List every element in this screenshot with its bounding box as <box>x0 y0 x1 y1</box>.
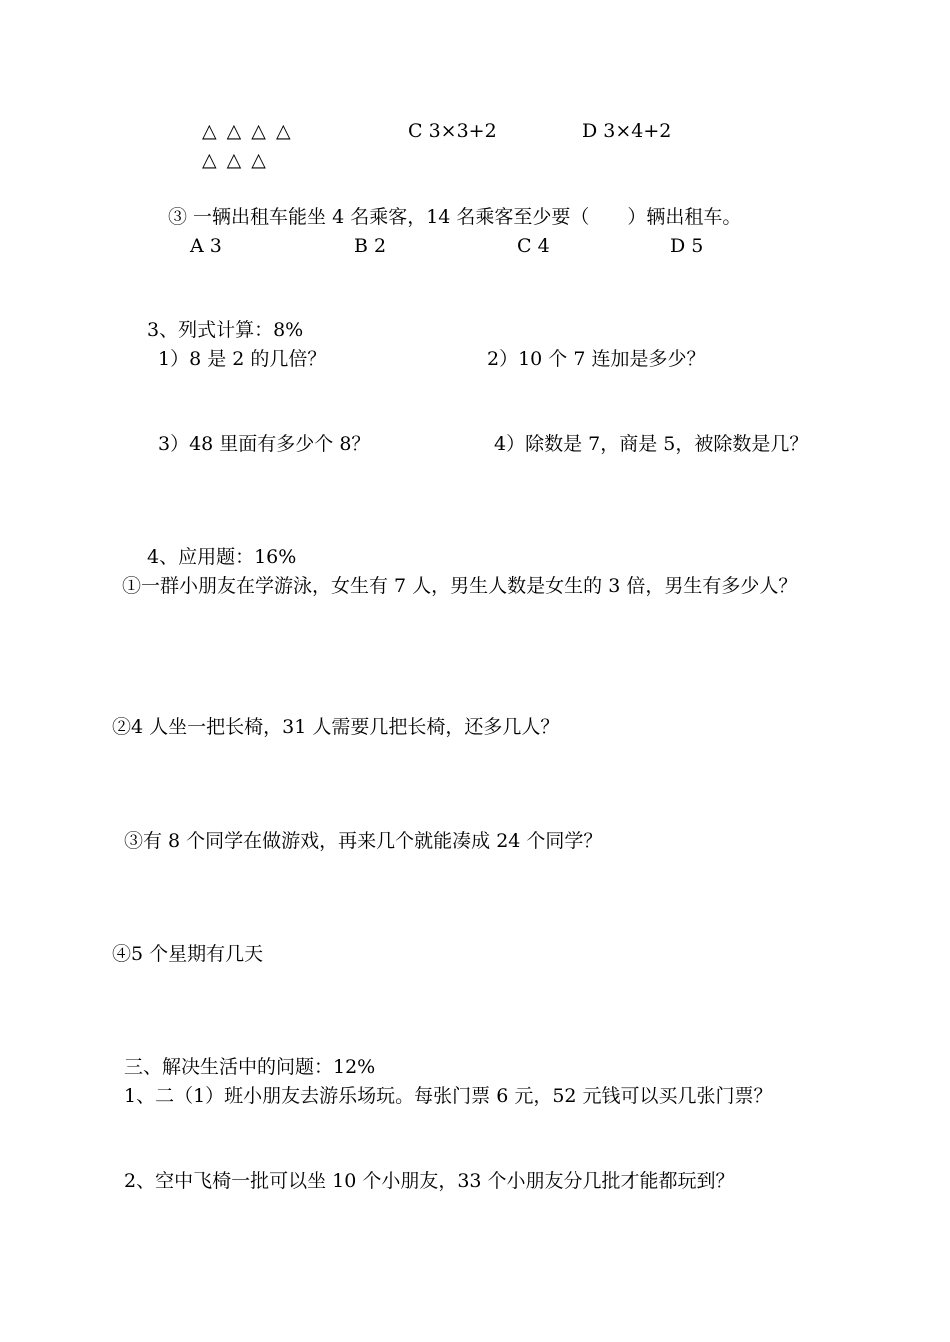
calc-item-2: 2）10 个 7 连加是多少？ <box>487 348 706 370</box>
application-item-3: ③有 8 个同学在做游戏，再来几个就能凑成 24 个同学？ <box>124 830 603 852</box>
section4-heading: 4、应用题：16% <box>147 546 297 568</box>
taxi-option-d: D 5 <box>670 235 704 257</box>
application-item-1: ①一群小朋友在学游泳，女生有 7 人，男生人数是女生的 3 倍，男生有多少人？ <box>122 575 798 597</box>
option-d: D 3×4+2 <box>582 120 672 142</box>
section3-heading: 3、列式计算：8% <box>147 319 304 341</box>
part3-heading: 三、解决生活中的问题：12% <box>124 1056 376 1078</box>
option-c: C 3×3+2 <box>408 120 497 142</box>
taxi-option-c: C 4 <box>517 235 550 257</box>
life-problem-1: 1、二（1）班小朋友去游乐场玩。每张门票 6 元，52 元钱可以买几张门票？ <box>124 1085 773 1107</box>
application-item-4: ④5 个星期有几天 <box>112 943 264 965</box>
life-problem-2: 2、空中飞椅一批可以坐 10 个小朋友，33 个小朋友分几批才能都玩到？ <box>124 1170 735 1192</box>
taxi-option-a: A 3 <box>190 235 222 257</box>
application-item-2: ②4 人坐一把长椅，31 人需要几把长椅，还多几人？ <box>112 716 560 738</box>
triangle-row-1: △ △ △ △ <box>202 120 293 142</box>
calc-item-4: 4）除数是 7，商是 5，被除数是几？ <box>494 433 809 455</box>
taxi-option-b: B 2 <box>354 235 387 257</box>
triangle-row-2: △ △ △ <box>202 149 268 171</box>
calc-item-1: 1）8 是 2 的几倍？ <box>158 348 327 370</box>
question-taxi: ③ 一辆出租车能坐 4 名乘客，14 名乘客至少要（ ）辆出租车。 <box>168 206 742 228</box>
calc-item-3: 3）48 里面有多少个 8？ <box>158 433 371 455</box>
